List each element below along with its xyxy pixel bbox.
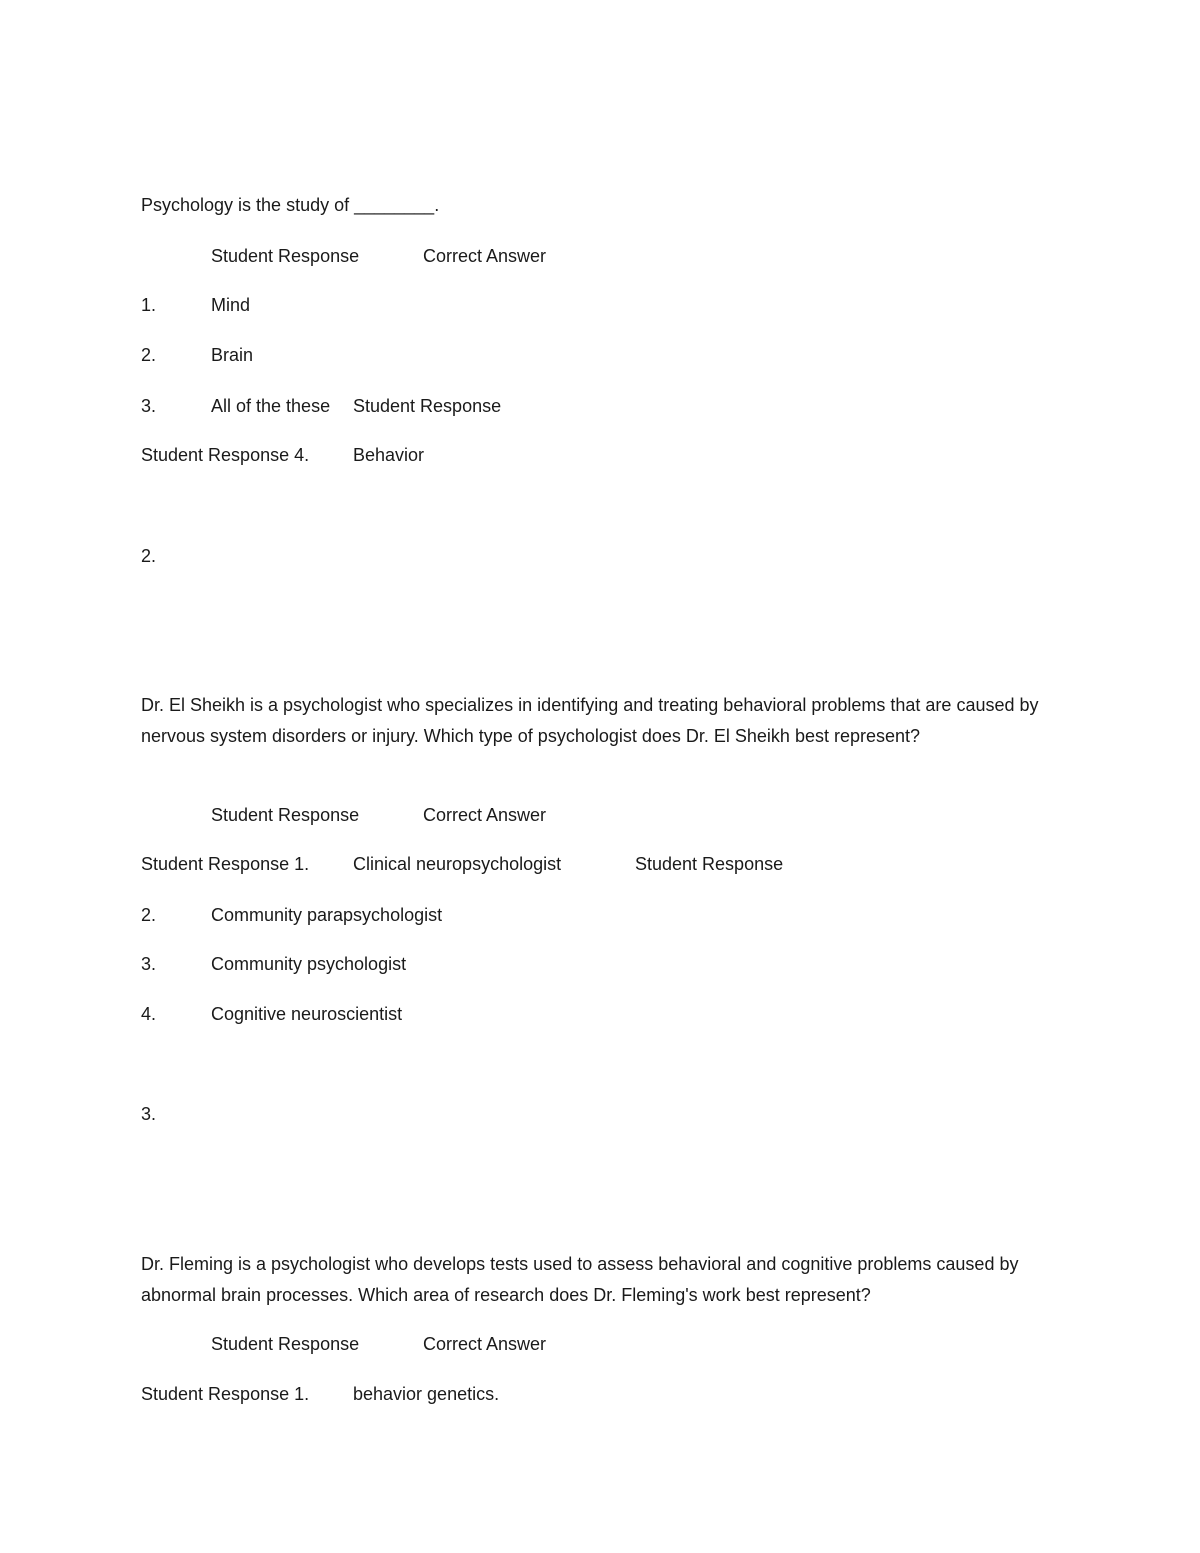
q1-header-row [141,241,1141,271]
q2-option-2-number: 2. [141,905,157,925]
q2-option-1-text: Clinical neuropsychologist [353,854,562,874]
q2-option-3 [141,949,1141,979]
q3-option-1 [141,1379,1141,1409]
q2-option-3-number: 3. [141,954,157,974]
q1-option-1-text: Mind [211,295,251,315]
q2-option-4-text: Cognitive neuroscientist [211,1004,403,1024]
q1-header-correct: Correct Answer [423,246,547,266]
q1-option-3-tag: Student Response [353,396,502,416]
q2-header-row [141,800,1141,830]
q1-option-2-text: Brain [211,345,254,365]
q3-header-correct: Correct Answer [423,1334,547,1354]
q2-header-response: Student Response [211,805,360,825]
q2-option-4-number: 4. [141,1004,157,1024]
q2-number: 2. [141,546,157,566]
q1-option-4 [141,440,1141,470]
q3-number: 3. [141,1104,157,1124]
q3-header-response: Student Response [211,1334,360,1354]
q2-option-1-tag: Student Response [635,854,784,874]
q1-option-3 [141,391,1141,421]
q2-option-1-prefix: Student Response 1. [141,854,310,874]
q1-header-response: Student Response [211,246,360,266]
q1-option-1-number: 1. [141,295,157,315]
q1-question: Psychology is the study of ________. [141,195,440,215]
q1-option-4-prefix: Student Response 4. [141,445,310,465]
q3-header-row [141,1329,1141,1359]
q2-option-1 [141,849,1141,879]
q1-option-3-text: All of the these [211,396,331,416]
q2-option-4 [141,999,1141,1029]
q2-question: Dr. El Sheikh is a psychologist who specializes in identifying and treating behavioral problems that are caused by nervous system disorders or injury. Which type of psychologist does Dr. El Sheikh best represent? [141,695,1039,746]
q1-option-3-number: 3. [141,396,157,416]
q3-option-1-prefix: Student Response 1. [141,1384,310,1404]
q1-option-1 [141,290,1141,320]
q3-option-1-text: behavior genetics. [353,1384,500,1404]
q1-option-2-number: 2. [141,345,157,365]
q1-option-2 [141,340,1141,370]
q2-option-3-text: Community psychologist [211,954,407,974]
q2-option-2-text: Community parapsychologist [211,905,443,925]
q2-header-correct: Correct Answer [423,805,547,825]
q1-option-4-text: Behavior [353,445,425,465]
q3-question: Dr. Fleming is a psychologist who develops tests used to assess behavioral and cognitive problems caused by abnormal brain processes. Which area of research does Dr. Fleming's work best represent? [141,1254,1019,1305]
q2-option-2 [141,900,1141,930]
